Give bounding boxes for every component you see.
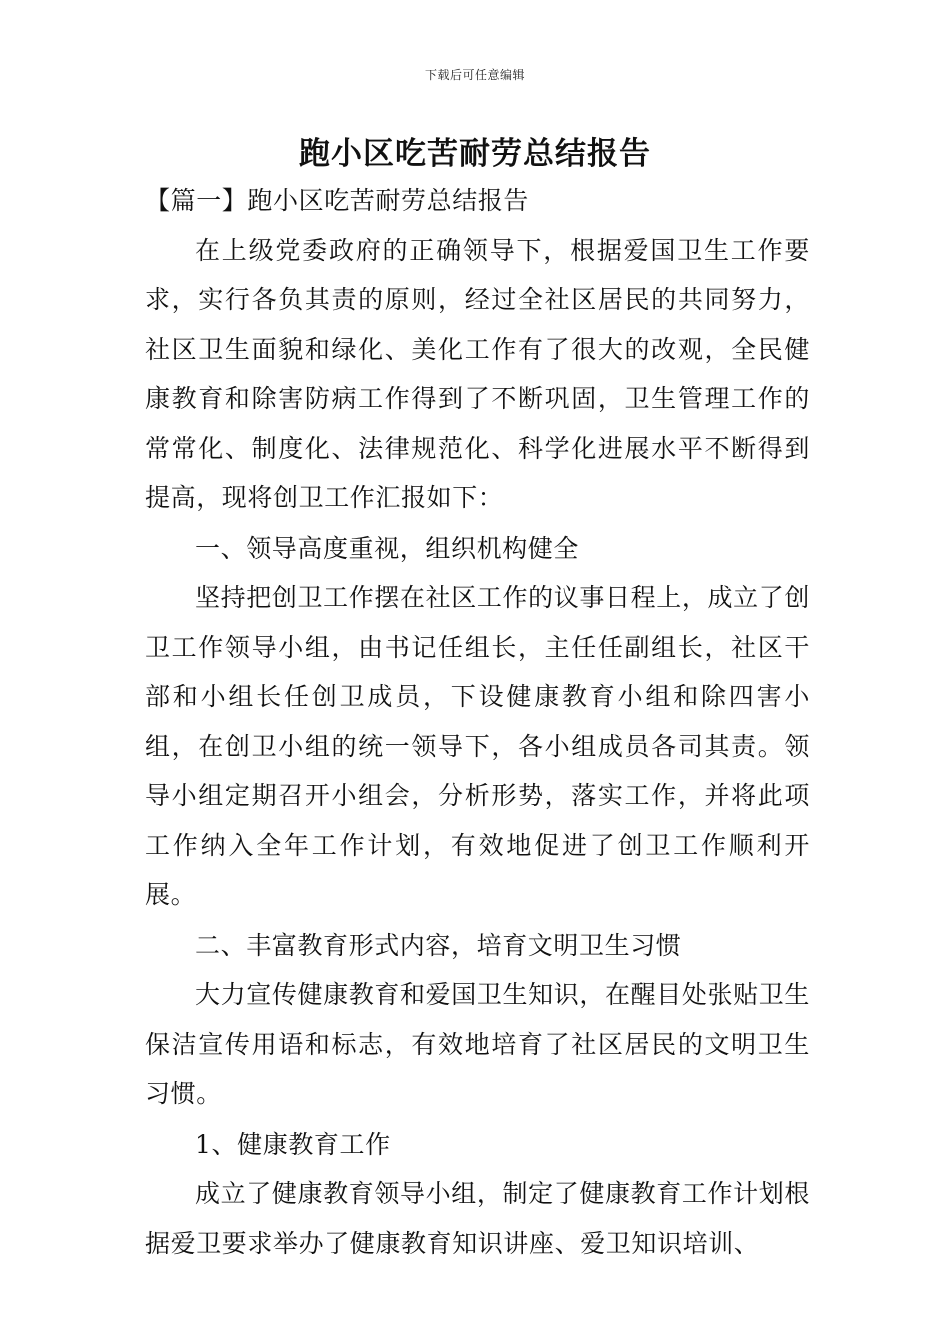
heading-education: 二、丰富教育形式内容，培育文明卫生习惯 (195, 930, 682, 960)
heading-health-education: 1、健康教育工作 (195, 1129, 391, 1159)
paragraph-health-education: 成立了健康教育领导小组，制定了健康教育工作计划根据爱卫要求举办了健康教育知识讲座、爱卫知识培训、 (145, 1179, 810, 1258)
paragraph-intro: 在上级党委政府的正确领导下，根据爱国卫生工作要求，实行各负其责的原则，经过全社区居民的共同努力，社区卫生面貌和绿化、美化工作有了很大的改观，全民健康教育和除害防病工作得到了不断巩固，卫生管理工作的常常化、制度化、法律规范化、科学化进展水平不断得到提高，现将创卫工作汇报如下： (145, 235, 810, 512)
paragraph-leadership: 坚持把创卫工作摆在社区工作的议事日程上，成立了创卫工作领导小组，由书记任组长，主任任副组长，社区干部和小组长任创卫成员，下设健康教育小组和除四害小组，在创卫小组的统一领导下，各小组成员各司其责。领导小组定期召开小组会，分析形势，落实工作，并将此项工作纳入全年工作计划，有效地促进了创卫工作顺利开展。 (145, 583, 810, 909)
header-note: 下载后可任意编辑 (424, 68, 525, 82)
paragraph-education: 大力宣传健康教育和爱国卫生知识，在醒目处张贴卫生保洁宣传用语和标志，有效地培育了社区居民的文明卫生习惯。 (145, 980, 810, 1108)
document-title: 跑小区吃苦耐劳总结报告 (299, 136, 651, 172)
section-label: 【篇一】跑小区吃苦耐劳总结报告 (145, 186, 530, 215)
document-body (145, 176, 810, 1268)
heading-leadership: 一、领导高度重视，组织机构健全 (195, 533, 580, 563)
